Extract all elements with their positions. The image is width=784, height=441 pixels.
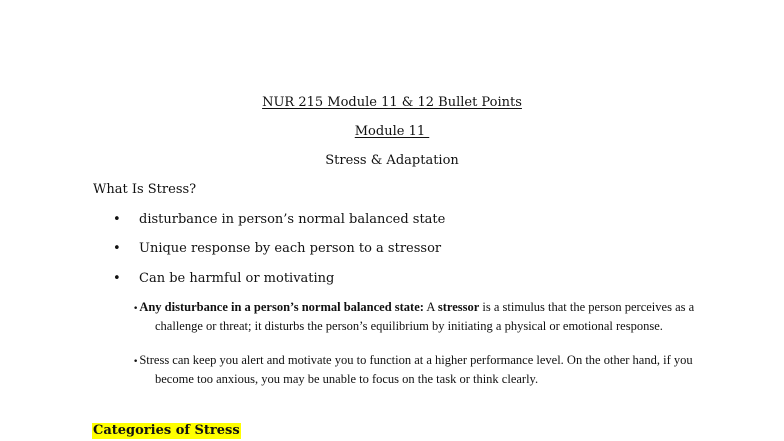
- bullet-icon: •: [133, 304, 139, 314]
- bullet-icon: •: [113, 212, 121, 227]
- bullet-item: [113, 271, 334, 287]
- bullet-item: [113, 241, 441, 257]
- definition-paragraph: [133, 299, 725, 335]
- bullet-text: Can be harmful or motivating: [139, 271, 335, 286]
- topic-heading: Stress & Adaptation: [325, 153, 459, 168]
- bullet-icon: •: [113, 271, 121, 286]
- bullet-text: disturbance in person’s normal balanced state: [139, 212, 446, 227]
- section-question: What Is Stress?: [93, 182, 197, 197]
- stressor-term: stressor: [437, 300, 480, 314]
- bullet-text: Unique response by each person to a stressor: [139, 241, 442, 256]
- module-heading-text: Module 11: [354, 124, 430, 139]
- categories-heading: Categories of Stress: [93, 423, 240, 438]
- explanation-text: Stress can keep you alert and motivate you to function at a higher performance level. On the other hand, if you become too anxious, you may be unable to focus on the task or think clearly.: [139, 353, 693, 386]
- definition-text-after: is a stimulus that the person perceives as a challenge or threat; it disturbs the person’s equilibrium by initiating a physical or emotional response.: [155, 300, 695, 333]
- module-heading: [0, 124, 784, 140]
- definition-text-before: A: [423, 300, 438, 314]
- bullet-icon: •: [133, 357, 139, 367]
- document-title: [0, 95, 784, 111]
- definition-lead: Any disturbance in a person’s normal balanced state:: [139, 300, 424, 314]
- bullet-icon: •: [113, 241, 121, 256]
- document-title-text: NUR 215 Module 11 & 12 Bullet Points: [262, 95, 522, 110]
- bullet-item: [113, 212, 445, 228]
- explanation-paragraph: [133, 352, 725, 388]
